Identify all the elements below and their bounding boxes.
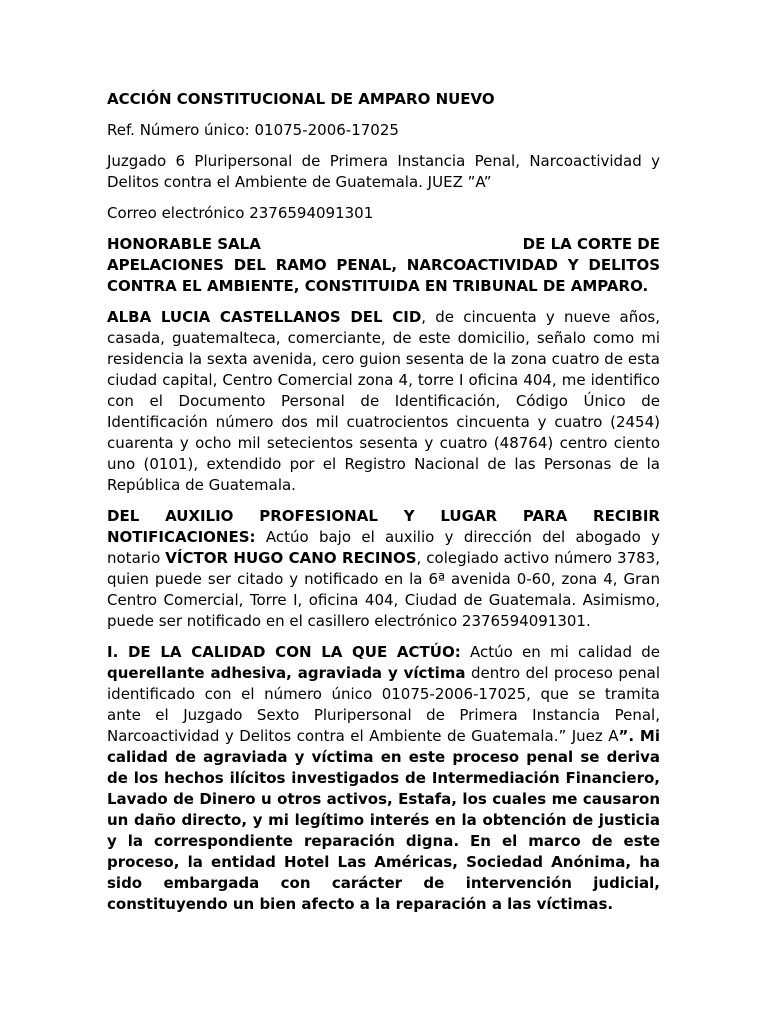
- notifications-heading-line: [107, 506, 660, 527]
- lawyer-name: VÍCTOR HUGO CANO RECINOS: [165, 549, 417, 567]
- notif-word: DEL: [107, 507, 140, 525]
- notifications-paragraph: [107, 506, 660, 632]
- notifications-text-2: , colegiado activo número 3783, quien puede ser citado y notificado en la 6ª avenida 0-60, zona 4, Gran Centro Comercial, Torre I, oficina 404, Ciudad de Guatemala. Asimismo, puede ser notificado en el casillero electrónico 2376594091301.: [107, 549, 660, 630]
- notif-word: LUGAR: [440, 507, 498, 525]
- notif-word: PROFESIONAL: [259, 507, 378, 525]
- notifications-body: [107, 527, 660, 632]
- email-line: Correo electrónico 2376594091301: [107, 204, 374, 222]
- reference-number: Ref. Número único: 01075-2006-17025: [107, 121, 399, 139]
- notif-word: AUXILIO: [165, 507, 234, 525]
- addressee-right: DE LA CORTE DE: [522, 235, 660, 253]
- addressee-rest: APELACIONES DEL RAMO PENAL, NARCOACTIVIDAD Y DELITOS CONTRA EL AMBIENTE, CONSTITUIDA EN TRIBUNAL DE AMPARO.: [107, 256, 660, 295]
- section-1-role: querellante adhesiva, agraviada y víctima: [107, 664, 466, 682]
- section-1-paragraph: [107, 642, 660, 915]
- addressee-block: [107, 234, 660, 297]
- notif-word: RECIBIR: [593, 507, 660, 525]
- notif-word: PARA: [522, 507, 568, 525]
- section-1-text-1: Actúo en mi calidad de: [460, 643, 660, 661]
- court-name: Juzgado 6 Pluripersonal de Primera Instancia Penal, Narcoactividad y Delitos contra el Ambiente de Guatemala. JUEZ ”A”: [107, 152, 660, 191]
- petitioner-name: ALBA LUCIA CASTELLANOS DEL CID: [107, 308, 422, 326]
- identification-paragraph: [107, 307, 660, 496]
- section-1-text-2: dentro del proceso penal identificado con el número único 01075-2006-17025, que se tramita ante el Juzgado Sexto Pluripersonal de Primera Instancia Penal, Narcoactividad y Delitos contra el Ambiente de Guatemala.” Juez A: [107, 664, 660, 745]
- document-page: [107, 89, 660, 925]
- notif-word: Y: [403, 507, 415, 525]
- addressee-first-line: [107, 234, 660, 255]
- notifications-heading-end: NOTIFICACIONES:: [107, 528, 256, 546]
- addressee-left: HONORABLE SALA: [107, 235, 261, 253]
- document-title: ACCIÓN CONSTITUCIONAL DE AMPARO NUEVO: [107, 90, 495, 108]
- section-1-bold-tail: ”. Mi calidad de agraviada y víctima en este proceso penal se deriva de los hechos ilícitos investigados de Intermediación Financiero, Lavado de Dinero u otros activos, Estafa, los cuales me causaron un daño directo, y mi legítimo interés en la obtención de justicia y la correspondiente reparación digna. En el marco de este proceso, la entidad Hotel Las Américas, Sociedad Anónima, ha sido embargada con carácter de intervención judicial, constituyendo un bien afecto a la reparación a las víctimas.: [107, 727, 660, 913]
- notifications-text-1: Actúo bajo el auxilio y dirección del abogado y notario: [107, 528, 660, 567]
- identification-text: , de cincuenta y nueve años, casada, guatemalteca, comerciante, de este domicilio, señalo como mi residencia la sexta avenida, cero guion sesenta de la zona cuatro de esta ciudad capital, Centro Comercial zona 4, torre I oficina 404, me identifico con el Documento Personal de Identificación, Código Único de Identificación número dos mil cuatrocientos cincuenta y cuatro (2454) cuarenta y ocho mil setecientos sesenta y cuatro (48764) centro ciento uno (0101), extendido por el Registro Nacional de las Personas de la República de Guatemala.: [107, 308, 660, 494]
- section-1-heading: I. DE LA CALIDAD CON LA QUE ACTÚO:: [107, 643, 461, 661]
